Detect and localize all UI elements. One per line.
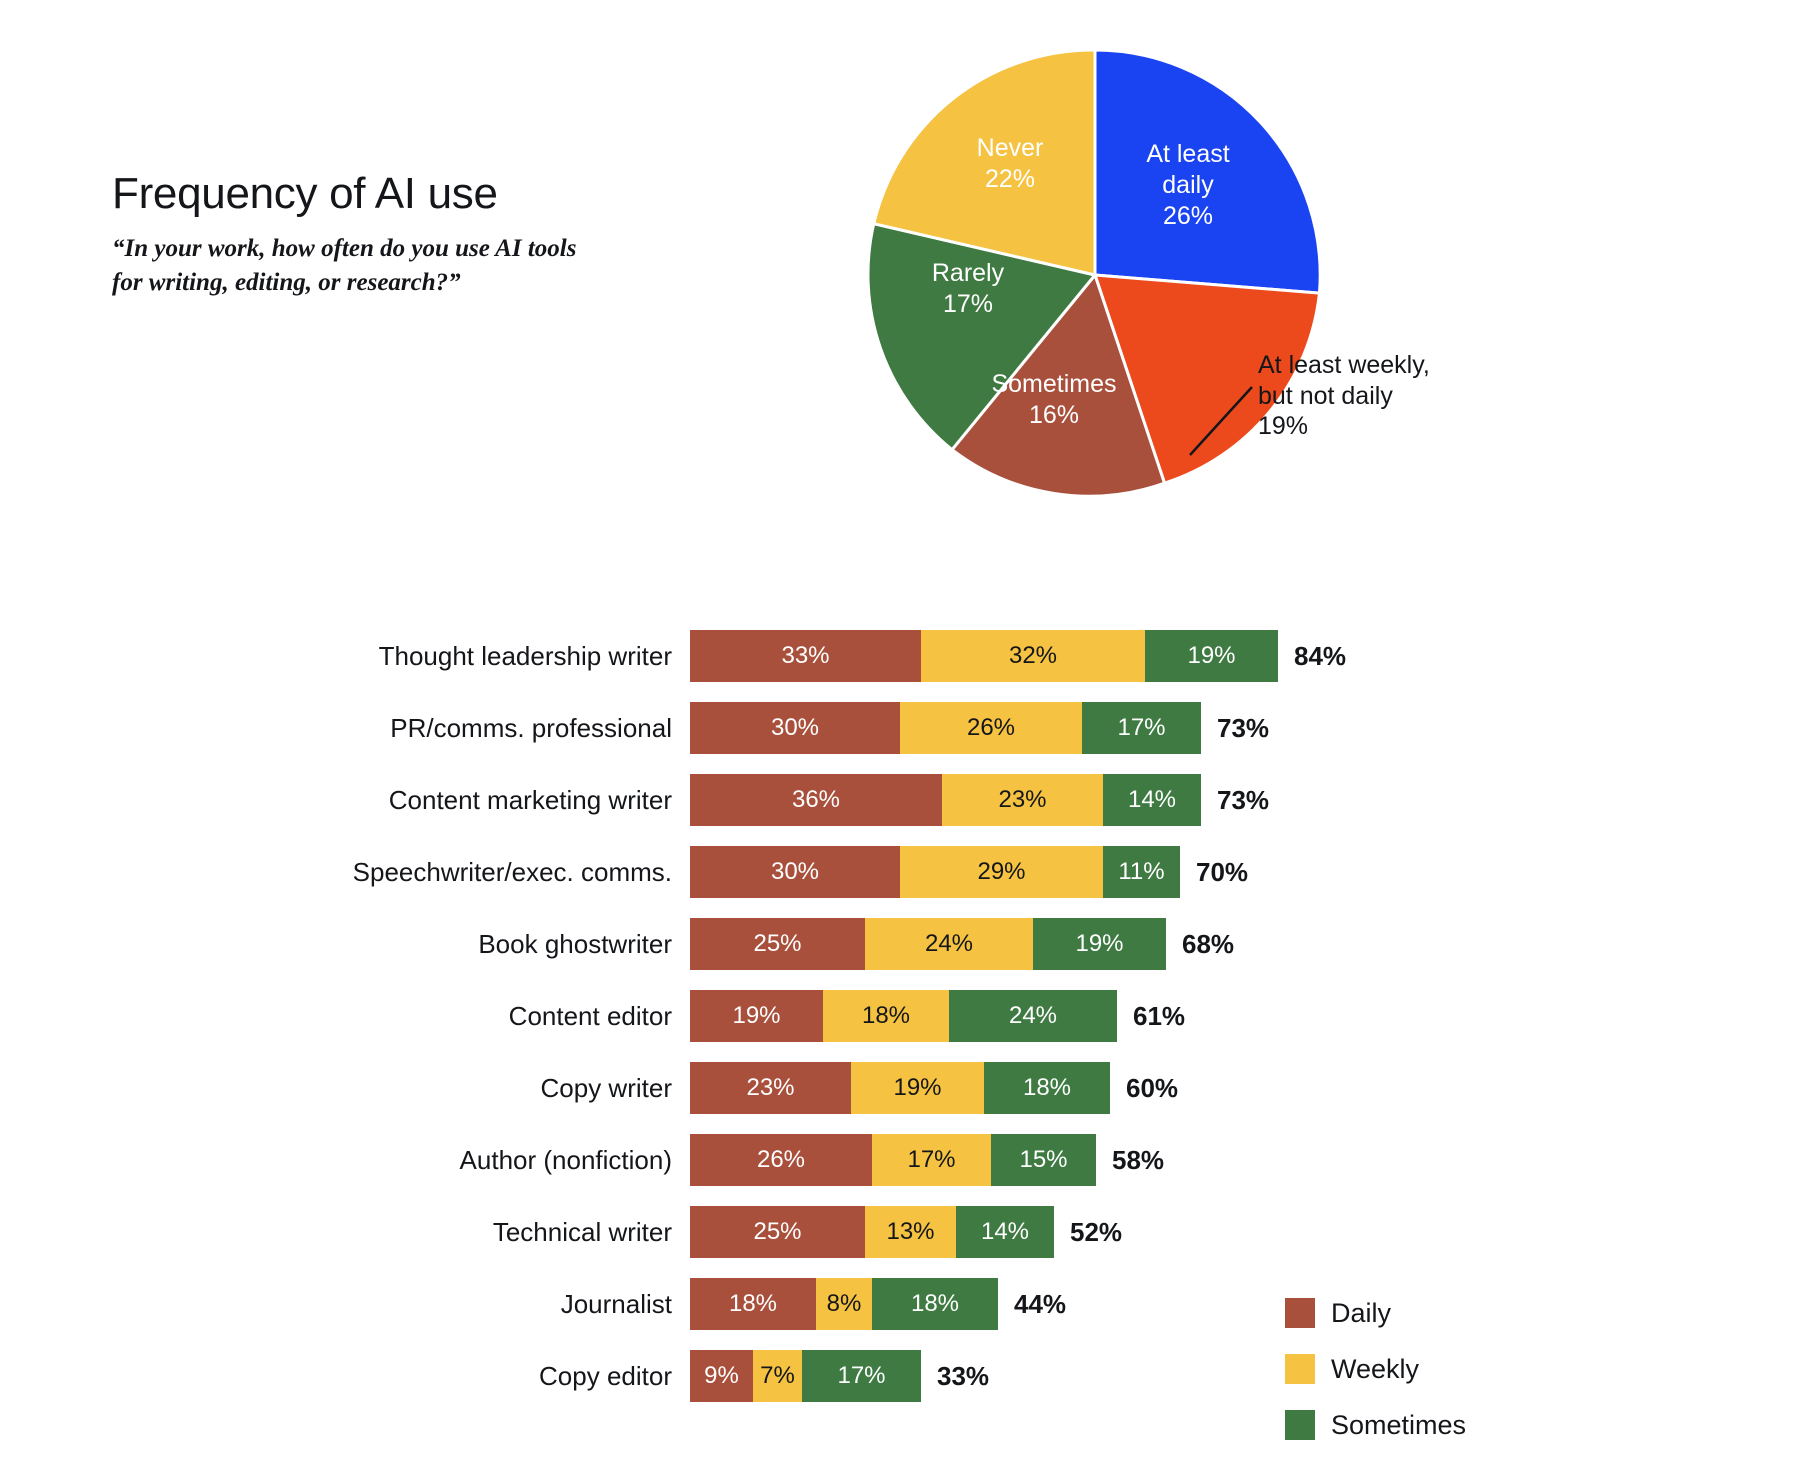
bar-segment-sometimes[interactable]: 17% — [802, 1350, 921, 1402]
pie-label-rarely: Rarely — [931, 259, 1005, 287]
bar-category-label: Speechwriter/exec. comms. — [352, 856, 672, 887]
bar-track — [690, 990, 1117, 1042]
bar-category-label: Journalist — [560, 1288, 672, 1319]
bar-track — [690, 846, 1180, 898]
pie-callout-line2: but not daily — [1258, 381, 1393, 410]
bar-segment-daily[interactable]: 25% — [690, 918, 865, 970]
pie-label-daily-line2: daily — [1162, 171, 1214, 199]
legend-item-label: Daily — [1331, 1297, 1392, 1328]
bar-total-label: 33% — [937, 1360, 990, 1391]
table-row — [0, 846, 1808, 898]
bar-segment-weekly[interactable]: 32% — [921, 630, 1145, 682]
bar-total-label: 84% — [1294, 640, 1347, 671]
bar-track — [690, 774, 1201, 826]
bar-total-label: 61% — [1133, 1000, 1186, 1031]
pie-callout-line1: At least weekly, — [1258, 351, 1430, 379]
bar-segment-weekly[interactable]: 26% — [900, 702, 1082, 754]
table-row — [0, 774, 1808, 826]
pie-label-rarely-value: 17% — [942, 290, 994, 318]
pie-callout-line3: 19% — [1258, 412, 1309, 440]
pie-label-sometimes: Sometimes — [991, 370, 1117, 398]
bar-category-label: Content marketing writer — [388, 784, 672, 815]
bar-segment-sometimes[interactable]: 11% — [1103, 846, 1180, 898]
bar-track — [690, 918, 1166, 970]
stacked-bar-chart — [0, 630, 1808, 1422]
bar-segment-sometimes[interactable]: 24% — [949, 990, 1117, 1042]
bar-total-label: 58% — [1112, 1144, 1165, 1175]
table-row — [0, 630, 1808, 682]
table-row — [0, 1278, 1808, 1330]
bar-segment-weekly[interactable]: 29% — [900, 846, 1103, 898]
pie-label-daily-value: 26% — [1162, 202, 1214, 230]
bar-total-label: 60% — [1126, 1072, 1179, 1103]
bar-category-label: Author (nonfiction) — [459, 1144, 672, 1175]
legend-item-weekly[interactable] — [1285, 1341, 1466, 1397]
bar-category-label: Copy writer — [540, 1072, 672, 1103]
bar-segment-weekly[interactable]: 18% — [823, 990, 949, 1042]
bar-total-label: 52% — [1070, 1216, 1123, 1247]
bar-category-label: Book ghostwriter — [478, 928, 672, 959]
bar-total-label: 73% — [1217, 784, 1270, 815]
legend-item-sometimes[interactable] — [1285, 1397, 1466, 1453]
bar-track — [690, 1350, 921, 1402]
bar-segment-sometimes[interactable]: 18% — [872, 1278, 998, 1330]
bar-segment-daily[interactable]: 9% — [690, 1350, 753, 1402]
pie-label-never: Never — [976, 134, 1044, 162]
bar-track — [690, 1134, 1096, 1186]
bar-segment-weekly[interactable]: 23% — [942, 774, 1103, 826]
bar-segment-daily[interactable]: 26% — [690, 1134, 872, 1186]
bar-total-label: 68% — [1182, 928, 1235, 959]
bar-total-label: 73% — [1217, 712, 1270, 743]
bar-track — [690, 1278, 998, 1330]
legend-swatch-icon — [1285, 1410, 1315, 1440]
table-row — [0, 918, 1808, 970]
table-row — [0, 1062, 1808, 1114]
legend-item-label: Weekly — [1331, 1353, 1420, 1384]
legend-swatch-icon — [1285, 1298, 1315, 1328]
bar-segment-sometimes[interactable]: 15% — [991, 1134, 1096, 1186]
legend-swatch-icon — [1285, 1354, 1315, 1384]
bar-segment-weekly[interactable]: 17% — [872, 1134, 991, 1186]
bar-segment-sometimes[interactable]: 14% — [956, 1206, 1054, 1258]
bar-category-label: Thought leadership writer — [378, 640, 672, 671]
bar-segment-sometimes[interactable]: 18% — [984, 1062, 1110, 1114]
table-row — [0, 1134, 1808, 1186]
legend-item-label: Sometimes — [1331, 1409, 1467, 1440]
bar-category-label: Technical writer — [492, 1216, 672, 1247]
bar-segment-weekly[interactable]: 7% — [753, 1350, 802, 1402]
bar-segment-daily[interactable]: 19% — [690, 990, 823, 1042]
bar-segment-sometimes[interactable]: 14% — [1103, 774, 1201, 826]
legend-item-daily[interactable] — [1285, 1285, 1466, 1341]
table-row — [0, 990, 1808, 1042]
bar-segment-daily[interactable]: 30% — [690, 702, 900, 754]
chart-subtitle: “In your work, how often do you use AI tools for writing, editing, or research?” — [112, 235, 577, 297]
pie-label-daily-line1: At least — [1146, 140, 1230, 168]
bar-segment-sometimes[interactable]: 17% — [1082, 702, 1201, 754]
bar-track — [690, 702, 1201, 754]
pie-label-never-value: 22% — [984, 165, 1036, 193]
bar-segment-daily[interactable]: 25% — [690, 1206, 865, 1258]
bar-track — [690, 630, 1278, 682]
bar-segment-weekly[interactable]: 13% — [865, 1206, 956, 1258]
bar-segment-sometimes[interactable]: 19% — [1145, 630, 1278, 682]
table-row — [0, 702, 1808, 754]
bar-total-label: 44% — [1014, 1288, 1067, 1319]
bar-segment-daily[interactable]: 30% — [690, 846, 900, 898]
bar-segment-weekly[interactable]: 24% — [865, 918, 1033, 970]
table-row — [0, 1350, 1808, 1402]
pie-callout — [1258, 350, 1430, 442]
bar-total-label: 70% — [1196, 856, 1249, 887]
bar-track — [690, 1206, 1054, 1258]
bar-segment-daily[interactable]: 18% — [690, 1278, 816, 1330]
chart-header — [112, 170, 752, 300]
bar-segment-daily[interactable]: 36% — [690, 774, 942, 826]
pie-label-sometimes-value: 16% — [1028, 401, 1080, 429]
bar-segment-weekly[interactable]: 19% — [851, 1062, 984, 1114]
bar-segment-daily[interactable]: 23% — [690, 1062, 851, 1114]
bar-track — [690, 1062, 1110, 1114]
pie-chart — [860, 40, 1430, 510]
table-row — [0, 1206, 1808, 1258]
bar-segment-daily[interactable]: 33% — [690, 630, 921, 682]
bar-category-label: Content editor — [508, 1000, 672, 1031]
bar-segment-sometimes[interactable]: 19% — [1033, 918, 1166, 970]
page-title: Frequency of AI use — [112, 169, 498, 218]
chart-legend — [1285, 1285, 1466, 1453]
bar-category-label: Copy editor — [539, 1360, 672, 1391]
bar-segment-weekly[interactable]: 8% — [816, 1278, 872, 1330]
bar-category-label: PR/comms. professional — [390, 712, 672, 743]
